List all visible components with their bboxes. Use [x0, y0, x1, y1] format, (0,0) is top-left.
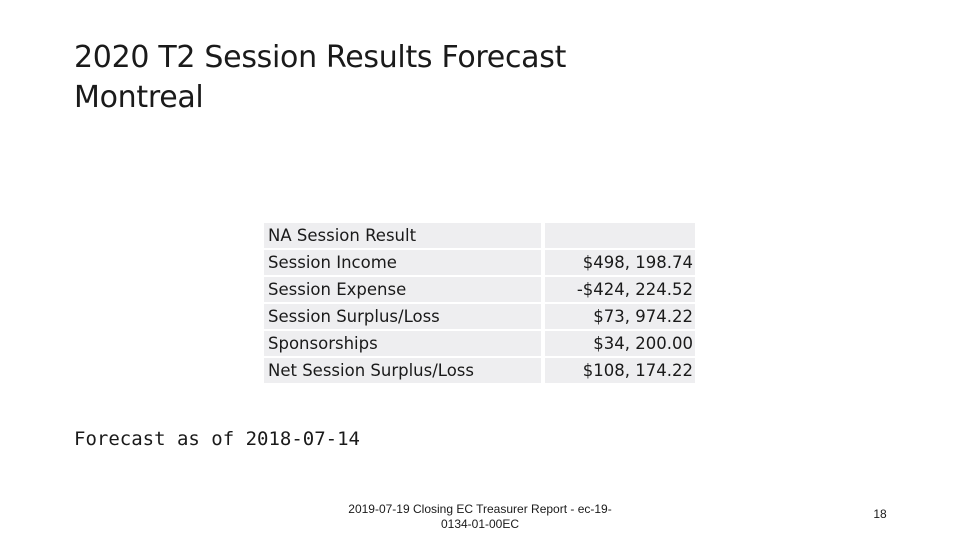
row-value: $498, 198.74 [545, 250, 695, 277]
slide-footer [300, 502, 660, 532]
row-label: Session Income [264, 250, 545, 277]
row-value: $73, 974.22 [545, 304, 695, 331]
table-row [264, 331, 695, 358]
session-results-table [264, 223, 695, 385]
table-row [264, 277, 695, 304]
slide-title [74, 38, 774, 118]
row-label: NA Session Result [264, 223, 545, 250]
row-label: Session Expense [264, 277, 545, 304]
footer-line-1: 2019-07-19 Closing EC Treasurer Report - ec-19- [348, 502, 612, 516]
slide-title-line-2: Montreal [74, 80, 204, 115]
slide-number: 18 [873, 507, 887, 521]
forecast-date-note: Forecast as of 2018-07-14 [74, 428, 360, 450]
footer-line-2: 0134-01-00EC [440, 517, 520, 531]
table-row [264, 223, 695, 250]
table-row [264, 250, 695, 277]
table-row [264, 304, 695, 331]
row-value: -$424, 224.52 [545, 277, 695, 304]
row-value: $34, 200.00 [545, 331, 695, 358]
row-label: Session Surplus/Loss [264, 304, 545, 331]
table-row [264, 358, 695, 385]
row-label: Net Session Surplus/Loss [264, 358, 545, 385]
row-value: $108, 174.22 [545, 358, 695, 385]
row-value [545, 223, 695, 250]
slide-title-line-1: 2020 T2 Session Results Forecast [74, 40, 567, 75]
row-label: Sponsorships [264, 331, 545, 358]
